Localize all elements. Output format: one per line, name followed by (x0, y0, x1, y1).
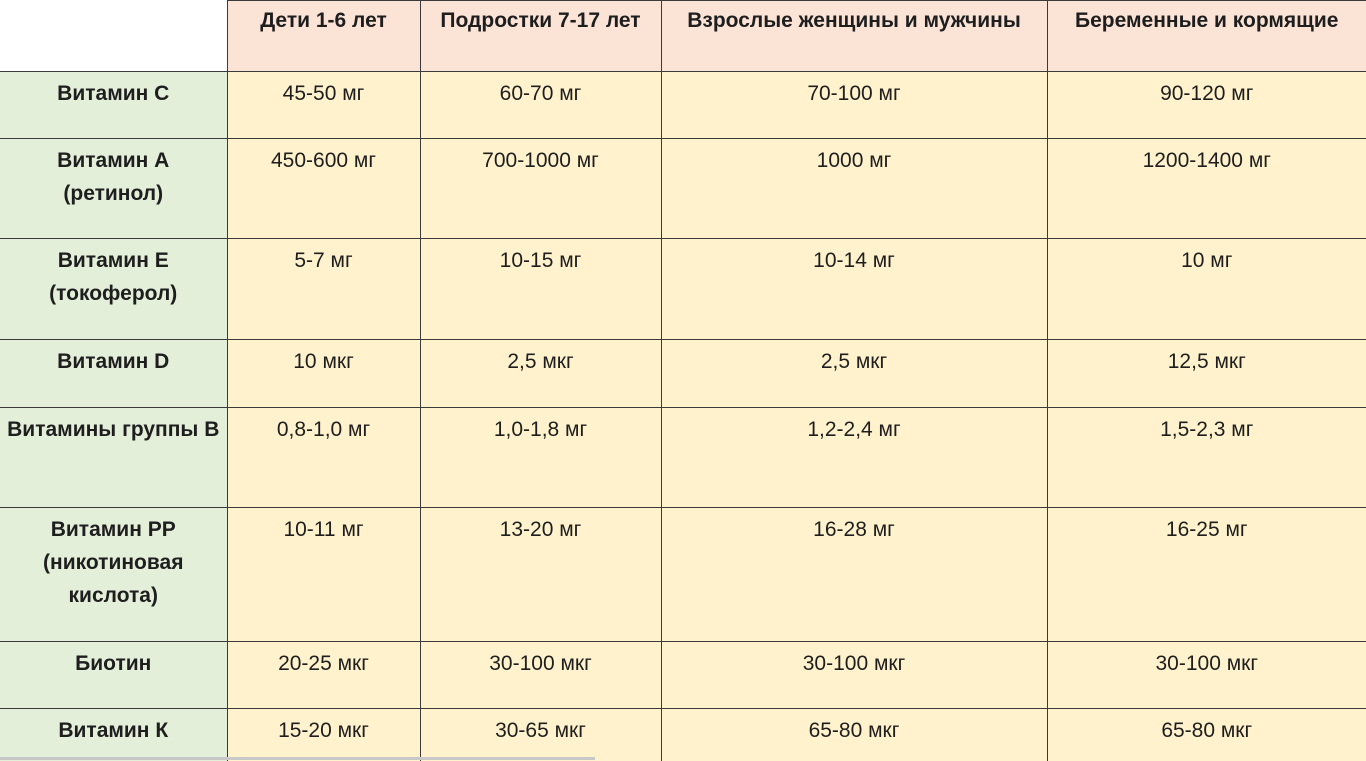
table-cell: 16-25 мг (1047, 508, 1366, 642)
col-header-adults: Взрослые женщины и мужчины (661, 1, 1047, 72)
table-cell: 5-7 мг (227, 239, 420, 340)
table-cell: 12,5 мкг (1047, 340, 1366, 408)
table-cell: 65-80 мкг (1047, 709, 1366, 761)
table-row (0, 72, 1366, 139)
table-cell: 1200-1400 мг (1047, 139, 1366, 239)
table-cell: 700-1000 мг (420, 139, 661, 239)
table-cell: 30-65 мкг (420, 709, 661, 761)
table-row (0, 139, 1366, 239)
table-cell: 1,2-2,4 мг (661, 408, 1047, 508)
row-header-vitamin-e: Витамин Е (токоферол) (0, 239, 227, 340)
row-header-vitamin-d: Витамин D (0, 340, 227, 408)
table-cell: 45-50 мг (227, 72, 420, 139)
table-cell: 450-600 мг (227, 139, 420, 239)
col-header-teens: Подростки 7-17 лет (420, 1, 661, 72)
table-cell: 10 мкг (227, 340, 420, 408)
row-header-vitamin-a: Витамин А (ретинол) (0, 139, 227, 239)
header-row (0, 1, 1366, 72)
row-header-vitamin-k: Витамин К (0, 709, 227, 761)
table-row (0, 340, 1366, 408)
table-cell: 15-20 мкг (227, 709, 420, 761)
table-cell: 90-120 мг (1047, 72, 1366, 139)
row-header-vitamin-c: Витамин С (0, 72, 227, 139)
table-cell: 70-100 мг (661, 72, 1047, 139)
table-row (0, 408, 1366, 508)
table-cell: 1,0-1,8 мг (420, 408, 661, 508)
table-row (0, 709, 1366, 761)
table-cell: 10-14 мг (661, 239, 1047, 340)
table-cell: 2,5 мкг (661, 340, 1047, 408)
table-cell: 2,5 мкг (420, 340, 661, 408)
table-cell: 1,5-2,3 мг (1047, 408, 1366, 508)
row-header-vitamin-pp: Витамин РР (никотиновая кислота) (0, 508, 227, 642)
table-cell: 65-80 мкг (661, 709, 1047, 761)
row-header-vitamins-b: Витамины группы В (0, 408, 227, 508)
table-cell: 16-28 мг (661, 508, 1047, 642)
table-cell: 10 мг (1047, 239, 1366, 340)
table-cell: 20-25 мкг (227, 642, 420, 709)
table-cell: 30-100 мкг (1047, 642, 1366, 709)
table-row (0, 239, 1366, 340)
table-cell: 0,8-1,0 мг (227, 408, 420, 508)
table-cell: 13-20 мг (420, 508, 661, 642)
table-cell: 1000 мг (661, 139, 1047, 239)
col-header-children: Дети 1-6 лет (227, 1, 420, 72)
table-row (0, 508, 1366, 642)
table-cell: 10-15 мг (420, 239, 661, 340)
table-cell: 30-100 мкг (661, 642, 1047, 709)
col-header-pregnant: Беременные и кормящие (1047, 1, 1366, 72)
table-cell: 30-100 мкг (420, 642, 661, 709)
table-cell: 10-11 мг (227, 508, 420, 642)
corner-cell (0, 1, 227, 72)
row-header-biotin: Биотин (0, 642, 227, 709)
table-cell: 60-70 мг (420, 72, 661, 139)
table-row (0, 642, 1366, 709)
